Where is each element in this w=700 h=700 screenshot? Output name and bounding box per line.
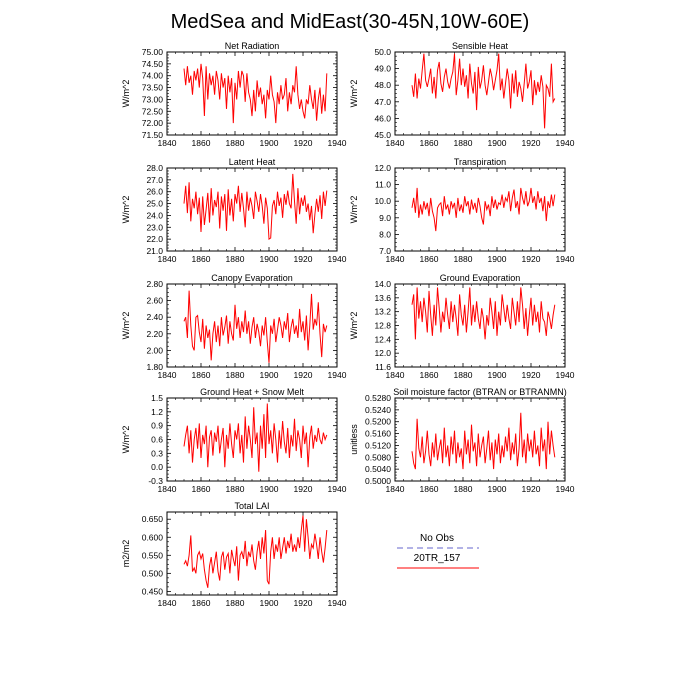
x-tick-label: 1860 <box>419 484 439 494</box>
y-tick-label: 21.0 <box>146 246 163 256</box>
panels <box>121 41 575 608</box>
y-tick-label: 0.9 <box>151 420 163 431</box>
y-tick-label: 22.0 <box>146 234 163 245</box>
x-tick-label: 1940 <box>555 254 575 264</box>
y-axis-label: m2/m2 <box>121 539 131 568</box>
series-line-20tr-157 <box>412 287 555 339</box>
x-tick-label: 1860 <box>191 138 211 148</box>
series-line-20tr-157 <box>184 516 327 588</box>
y-tick-label: 74.50 <box>141 58 163 69</box>
x-tick-label: 1860 <box>419 254 439 264</box>
x-tick-label: 1920 <box>293 598 313 608</box>
legend <box>397 533 479 568</box>
x-tick-label: 1900 <box>259 138 279 148</box>
y-tick-label: 73.50 <box>141 82 163 93</box>
x-tick-label: 1880 <box>225 138 245 148</box>
x-tick-label: 1860 <box>191 484 211 494</box>
x-tick-label: 1840 <box>157 254 177 264</box>
x-tick-label: 1900 <box>259 370 279 380</box>
x-tick-label: 1840 <box>157 598 177 608</box>
series-line-20tr-157 <box>184 64 327 123</box>
series-line-20tr-157 <box>412 188 555 231</box>
y-tick-label: 72.50 <box>141 106 163 117</box>
x-tick-label: 1940 <box>327 370 347 380</box>
x-tick-label: 1920 <box>293 254 313 264</box>
y-axis-label: unitless <box>349 424 359 455</box>
y-tick-label: 0.5040 <box>365 464 391 475</box>
x-tick-label: 1880 <box>453 138 473 148</box>
plot-frame <box>395 398 565 481</box>
panel-title: Sensible Heat <box>451 41 509 51</box>
plot-frame <box>167 398 337 481</box>
x-tick-label: 1920 <box>293 138 313 148</box>
x-tick-label: 1920 <box>293 484 313 494</box>
y-tick-label: 1.80 <box>146 362 163 372</box>
y-tick-label: 12.0 <box>374 163 391 173</box>
x-tick-label: 1840 <box>157 484 177 494</box>
chart-panel-0 <box>121 41 347 148</box>
y-tick-label: 0.5200 <box>365 416 391 427</box>
x-tick-label: 1840 <box>157 370 177 380</box>
y-tick-label: 46.0 <box>374 113 391 124</box>
y-tick-label: 13.6 <box>374 292 391 303</box>
x-tick-label: 1840 <box>385 484 405 494</box>
y-tick-label: 0.650 <box>141 514 163 525</box>
panel-title: Ground Heat + Snow Melt <box>200 387 304 397</box>
y-tick-label: 0.500 <box>141 568 163 579</box>
y-tick-label: 11.0 <box>375 179 391 190</box>
x-tick-label: 1860 <box>419 370 439 380</box>
chart-panel-7 <box>349 387 575 494</box>
series-line-20tr-157 <box>412 413 555 469</box>
x-tick-label: 1880 <box>225 484 245 494</box>
x-tick-label: 1900 <box>487 138 507 148</box>
plot-frame <box>167 512 337 595</box>
x-tick-label: 1940 <box>327 254 347 264</box>
y-tick-label: 8.0 <box>379 229 391 240</box>
series-line-20tr-157 <box>412 54 555 129</box>
y-tick-label: 10.0 <box>374 196 391 207</box>
y-axis-label: W/m^2 <box>121 425 131 454</box>
y-axis-label: W/m^2 <box>121 79 131 108</box>
y-tick-label: 13.2 <box>374 306 391 317</box>
y-axis-label: W/m^2 <box>121 195 131 224</box>
y-tick-label: 27.0 <box>146 174 163 185</box>
y-tick-label: 0.5120 <box>365 440 391 451</box>
x-tick-label: 1880 <box>453 370 473 380</box>
y-tick-label: 0.0 <box>151 462 163 473</box>
x-tick-label: 1860 <box>419 138 439 148</box>
x-tick-label: 1900 <box>259 254 279 264</box>
x-tick-label: 1880 <box>225 370 245 380</box>
y-tick-label: 2.20 <box>146 328 163 339</box>
series-line-20tr-157 <box>184 404 327 472</box>
y-tick-label: 0.5280 <box>365 393 391 403</box>
x-tick-label: 1880 <box>225 254 245 264</box>
x-tick-label: 1920 <box>521 484 541 494</box>
plot-frame <box>395 52 565 135</box>
y-tick-label: 0.5240 <box>365 404 391 415</box>
y-tick-label: 25.0 <box>146 198 163 209</box>
x-tick-label: 1900 <box>487 254 507 264</box>
y-tick-label: 50.0 <box>374 47 391 57</box>
x-tick-label: 1880 <box>225 598 245 608</box>
x-tick-label: 1840 <box>385 254 405 264</box>
y-tick-label: -0.3 <box>148 476 163 486</box>
y-tick-label: 2.60 <box>146 295 163 306</box>
y-tick-label: 0.550 <box>141 550 163 561</box>
y-tick-label: 26.0 <box>146 186 163 197</box>
y-tick-label: 2.00 <box>146 345 163 356</box>
y-tick-label: 1.5 <box>151 393 163 403</box>
y-tick-label: 9.0 <box>379 212 391 223</box>
chart-panel-6 <box>121 387 347 494</box>
x-tick-label: 1900 <box>487 370 507 380</box>
x-tick-label: 1900 <box>487 484 507 494</box>
panel-title: Canopy Evaporation <box>211 273 293 283</box>
x-tick-label: 1940 <box>327 138 347 148</box>
x-tick-label: 1940 <box>555 484 575 494</box>
chart-panel-4 <box>121 273 347 380</box>
panel-title: Ground Evaporation <box>439 273 521 283</box>
chart-panel-5 <box>349 273 575 380</box>
panel-title: Total LAI <box>234 501 270 511</box>
chart-panel-8 <box>121 501 347 608</box>
y-tick-label: 72.00 <box>141 118 163 129</box>
x-tick-label: 1840 <box>385 138 405 148</box>
y-tick-label: 73.00 <box>141 94 163 105</box>
y-tick-label: 1.2 <box>151 406 163 417</box>
y-tick-label: 2.80 <box>146 279 163 289</box>
x-tick-label: 1920 <box>521 138 541 148</box>
series-line-20tr-157 <box>184 291 327 363</box>
y-axis-label: W/m^2 <box>349 311 359 340</box>
x-tick-label: 1860 <box>191 370 211 380</box>
y-tick-label: 0.5080 <box>365 452 391 463</box>
y-tick-label: 48.0 <box>374 80 391 91</box>
y-tick-label: 23.0 <box>146 222 163 233</box>
y-tick-label: 2.40 <box>146 312 163 323</box>
x-tick-label: 1860 <box>191 598 211 608</box>
x-tick-label: 1900 <box>259 598 279 608</box>
y-tick-label: 7.0 <box>379 246 391 256</box>
y-tick-label: 12.8 <box>374 320 391 331</box>
y-tick-label: 0.3 <box>151 448 163 459</box>
x-tick-label: 1940 <box>327 484 347 494</box>
y-axis-label: W/m^2 <box>349 195 359 224</box>
y-axis-label: W/m^2 <box>349 79 359 108</box>
y-tick-label: 28.0 <box>146 163 163 173</box>
series-line-20tr-157 <box>184 174 327 239</box>
panel-title: Transpiration <box>453 157 507 167</box>
x-tick-label: 1920 <box>293 370 313 380</box>
y-tick-label: 75.00 <box>141 47 163 57</box>
x-tick-label: 1920 <box>521 370 541 380</box>
x-tick-label: 1840 <box>385 370 405 380</box>
legend-label-no-obs: No Obs <box>420 533 454 544</box>
x-tick-label: 1880 <box>453 484 473 494</box>
y-tick-label: 0.6 <box>151 434 163 445</box>
y-tick-label: 24.0 <box>146 210 163 221</box>
x-tick-label: 1900 <box>259 484 279 494</box>
y-tick-label: 71.50 <box>141 130 163 140</box>
figure-title: MedSea and MidEast(30-45N,10W-60E) <box>170 11 530 33</box>
x-tick-label: 1920 <box>521 254 541 264</box>
y-tick-label: 0.5160 <box>365 428 391 439</box>
panel-title: Latent Heat <box>228 157 276 167</box>
y-tick-label: 0.600 <box>141 532 163 543</box>
y-axis-label: W/m^2 <box>121 311 131 340</box>
x-tick-label: 1940 <box>555 370 575 380</box>
legend-label-20tr-157: 20TR_157 <box>413 553 461 564</box>
x-tick-label: 1860 <box>191 254 211 264</box>
x-tick-label: 1940 <box>327 598 347 608</box>
x-tick-label: 1840 <box>157 138 177 148</box>
y-tick-label: 47.0 <box>374 96 391 107</box>
chart-panel-2 <box>121 157 347 264</box>
panel-title: Soil moisture factor (BTRAN or BTRANMN) <box>393 387 567 397</box>
chart-panel-1 <box>349 41 575 148</box>
y-tick-label: 49.0 <box>374 63 391 74</box>
x-tick-label: 1940 <box>555 138 575 148</box>
y-tick-label: 45.0 <box>374 130 391 140</box>
y-tick-label: 11.6 <box>375 362 391 372</box>
y-tick-label: 12.0 <box>374 348 391 359</box>
y-tick-label: 0.5000 <box>365 476 391 486</box>
y-tick-label: 14.0 <box>374 279 391 289</box>
x-tick-label: 1880 <box>453 254 473 264</box>
y-tick-label: 0.450 <box>141 586 163 597</box>
y-tick-label: 12.4 <box>374 334 391 345</box>
y-tick-label: 74.00 <box>141 70 163 81</box>
chart-panel-3 <box>349 157 575 264</box>
panel-title: Net Radiation <box>224 41 280 51</box>
